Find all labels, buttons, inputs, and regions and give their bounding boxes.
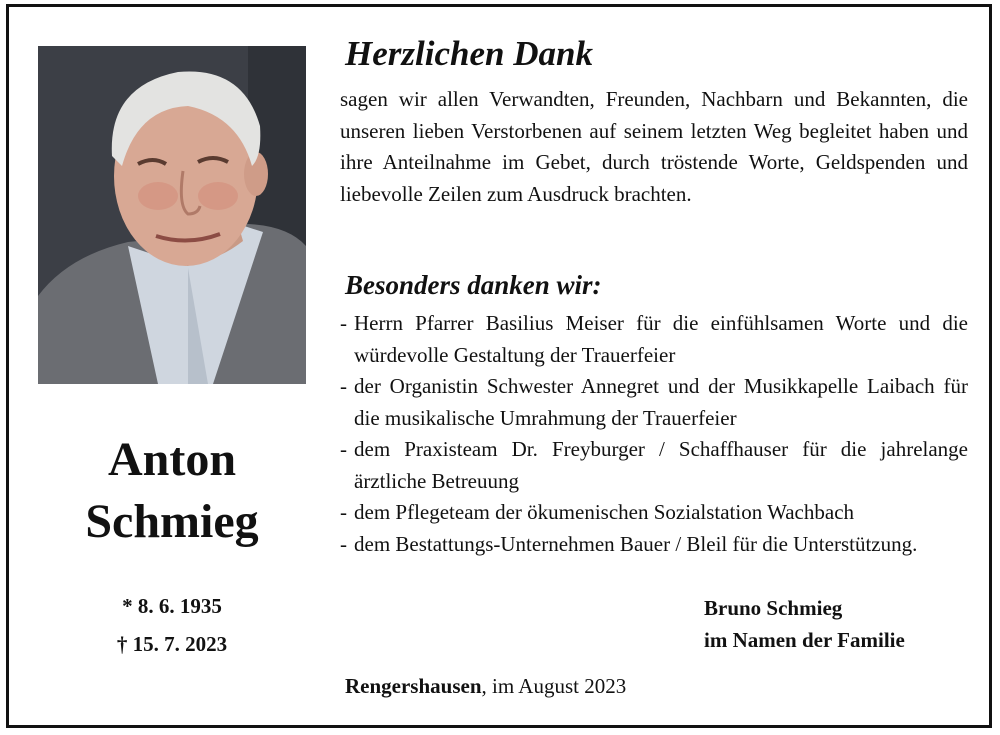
list-bullet: -: [340, 437, 347, 461]
special-thanks-heading: Besonders danken wir:: [345, 270, 602, 300]
list-item-text: der Organistin Schwester Annegret und der Musikkapelle Laibach für die musikalische Umrahmung der Trauerfeier: [354, 374, 968, 430]
thanks-intro-text: sagen wir allen Verwandten, Freunden, Nachbarn und Bekannten, die unseren lieben Verstorbenen auf seinem letzten Weg begleitet haben und ihre Anteilnahme im Gebet, durch tröstende Worte, Geldspenden und liebevolle Zeilen zum Ausdruck brachten.: [340, 87, 968, 206]
list-bullet: -: [340, 500, 347, 524]
deceased-first-name: Anton: [107, 433, 237, 486]
list-item-text: dem Bestattungs-Unternehmen Bauer / Bleil für die Unterstützung.: [354, 531, 918, 556]
list-bullet: -: [340, 531, 347, 556]
place-name: Rengershausen: [345, 674, 482, 698]
place-and-date: [345, 676, 626, 697]
deceased-last-name: Schmieg: [85, 495, 259, 548]
list-item-text: Herrn Pfarrer Basilius Meiser für die einfühlsamen Worte und die würdevolle Gestaltung der Trauerfeier: [354, 311, 968, 367]
death-date: † 15. 7. 2023: [116, 632, 228, 656]
list-item: [340, 529, 968, 561]
portrait-photo: [38, 46, 306, 384]
signature-name: Bruno Schmieg: [704, 596, 843, 620]
list-item-text: dem Pflegeteam der ökumenischen Sozialstation Wachbach: [354, 500, 855, 524]
signature-family: im Namen der Familie: [704, 628, 905, 652]
birth-date: * 8. 6. 1935: [122, 594, 222, 618]
portrait-illustration: [38, 46, 306, 384]
list-item: [340, 434, 968, 497]
list-bullet: -: [340, 374, 347, 398]
date-text: , im August 2023: [481, 674, 627, 698]
thanks-heading: Herzlichen Dank: [345, 34, 593, 73]
list-bullet: -: [340, 311, 347, 335]
list-item: [340, 371, 968, 434]
list-item-text: dem Praxisteam Dr. Freyburger / Schaffhauser für die jahrelange ärztliche Betreuung: [354, 437, 968, 493]
list-item: [340, 308, 968, 371]
list-item: [340, 497, 968, 529]
special-thanks-list: [340, 308, 968, 560]
